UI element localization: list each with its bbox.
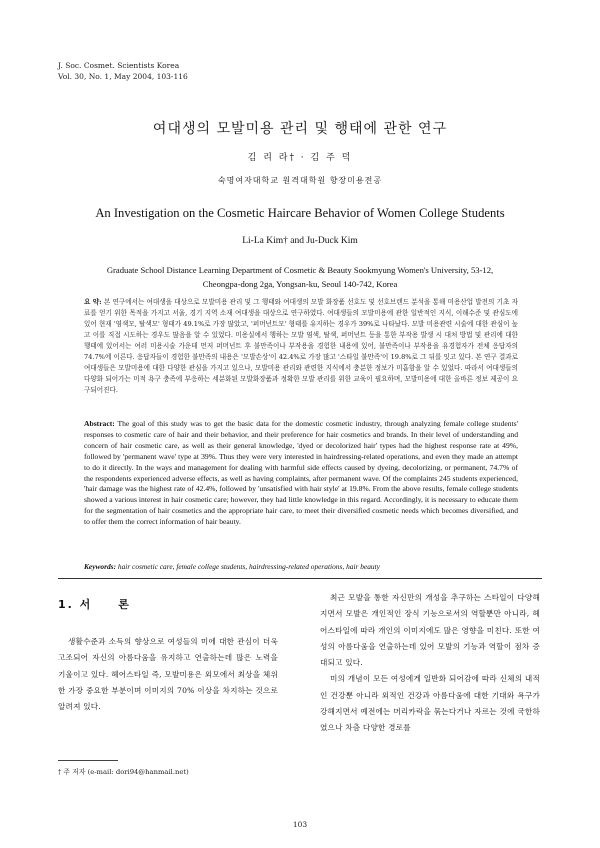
english-abstract-label: Abstract: <box>84 419 115 428</box>
footnote: † 주 저자 (e-mail: dori94@hanmail.net) <box>58 768 189 776</box>
affiliation-line-1: Graduate School Distance Learning Department of Cosmetic & Beauty Sookmyung Women's University, 53-12, <box>106 265 494 275</box>
korean-affiliation: 숙명여자대학교 원격대학원 향장미용전공 <box>217 176 383 185</box>
section-number: 1. 서 <box>58 598 93 611</box>
body-paragraph: 생활수준과 소득의 향상으로 여성들의 미에 대한 관심이 더욱 고조되어 자신의 아름다움을 유지하고 연출하는데 많은 노력을 기울이고 있다. 헤어스타일 즉, 모발미용은 외모에서 최상을 체위한 가장 중요한 부분이며 이미지의 70% 이상을 차지하는 것으로 알려져 있다. <box>58 637 278 712</box>
section-title: 론 <box>118 598 131 611</box>
journal-name: J. Soc. Cosmet. Scientists Korea <box>58 61 180 70</box>
korean-abstract-text: 본 연구에서는 여대생을 대상으로 모발미용 관리 및 그 행태와 여대생의 모발 화장품 선호도 및 선호브랜드 분석을 통해 미용산업 발전의 기초 자료를 얻기 위한 목적을 가지고 서울, 경기 지역 소재 여대생을 대상으로 연구하였다. 여대생들의 모발미용에 관한 일반적인 지식, 이해수준 및 관심도에 있어 현재 '염색모, 탈색모' 형태가 49.1%로 가장 많았고, '퍼머넌트모' 형태를 유지하는 경우가 39%로 나타났다. 모발 미용관련 시술에 대한 관심이 높고 이를 직접 시도하는 경우도 많음을 알 수 있었다. 미용실에서 행하는 모발 염색, 탈색, 퍼머넌트 등을 통한 부작용 발생 시 대처 방법 및 관리에 대한 행태에 있어서는 여러 미용시술 가운데 먼저 퍼머넌트 후 불만족이나 부작용을 경험한 내용에 있어, 불만족이나 부작용을 유경험자가 전체 응답자의 74.7%에 이른다. 응답자들이 경험한 불만족의 내용은 '모발손상'이 42.4%로 가장 많고 '스타일 불만족'이 19.8%로 그 뒤를 잇고 있다. 본 연구 결과로 여대생들은 모발미용에 대한 다양한 관심을 가지고 있으나, 모발미용 관리와 관련한 지식에서 충분한 정보가 미흡함을 알 수 있었다. 따라서 여대생들의 다양화 되어가는 미적 욕구 충족에 부응하는 세분화된 모발화장품과 정확한 모발 관리를 위한 교육이 필요하며, 모발미용에 대한 올바른 정보 제공이 요구되어진다. <box>84 298 518 394</box>
korean-abstract-label: 요 약: <box>84 298 102 306</box>
body-right-column <box>320 590 540 737</box>
english-authors: Li-La Kim† and Ju-Duck Kim <box>242 236 358 246</box>
section-heading <box>58 596 157 612</box>
english-title: An Investigation on the Cosmetic Haircare Behavior of Women College Students <box>95 206 505 220</box>
journal-volume: Vol. 30, No. 1, May 2004, 103-116 <box>58 72 188 81</box>
english-abstract <box>84 419 518 528</box>
keywords-label: Keywords: <box>84 562 117 571</box>
page-number: 103 <box>292 820 308 829</box>
affiliation-line-2: Cheongpa-dong 2ga, Yongsan-ku, Seoul 140-742, Korea <box>202 279 398 289</box>
keywords <box>84 562 518 571</box>
korean-abstract <box>84 297 518 396</box>
english-abstract-text: The goal of this study was to get the basic data for the domestic cosmetic industry, through analyzing female college students' responses to cosmetic care of hair and their behavior, and their preference for hair cosmetics and brands. In their level of understanding and concern of hair cosmetic care, as well as their general knowledge, 'dyed or decolorized hair' types had the highest response rate at 49%, followed by 'permanent wave' type at 39%. Thus they were very interested in hairdressing-related operations, and even they made an attempt to do it directly. In the ways and management for dealing with harmful side effects caused by dyeing, decolorizing, or permanent, 74.7% of the respondents experienced adverse effects, as well as having complaints, after permanent wave. Of the complaints 245 students experienced, 'hair damage was the highest rate of 42.4%, followed by 'unsatisfied with hair style' at 19.8%. From the above results, female college students showed a various interest in hair cosmetic care; however, they had little knowledge in this regard. Accordingly, it is necessary to educate them for the segmentation of hair cosmetics and the appropriate hair care, to meet their diversified cosmetic needs which becomes diversified, and to offer them the correct information of hair beauty. <box>84 419 518 527</box>
footnote-divider <box>58 760 118 761</box>
keywords-text: hair cosmetic care, female college students, hairdressing-related operations, hair beauty <box>117 562 380 571</box>
journal-header <box>58 60 188 82</box>
body-paragraph: 최근 모발을 통한 자신만의 개성을 추구하는 스타일이 다양해지면서 모발은 개인적인 장식 기능으로서의 역할뿐만 아니라, 헤어스타일에 따라 개인의 이미지에도 많은 영향을 미친다. 또한 여성의 아름다움을 연출하는데 있어 모발의 기능과 역할이 점차 증대되고 있다. <box>320 593 540 668</box>
section-divider <box>58 578 542 579</box>
english-affiliation <box>60 263 540 291</box>
body-left-column <box>58 634 278 715</box>
korean-title: 여대생의 모발미용 관리 및 행태에 관한 연구 <box>152 121 448 137</box>
body-paragraph: 미의 개념이 모든 여성에게 일반화 되어감에 따라 신체의 내적인 건강뿐 아니라 외적인 건강과 아름다움에 대한 기대와 욕구가 강해지면서 예전에는 머리카락을 묶는다거나 자르는 것에 국한하였으나 차츰 다양한 경로를 <box>320 674 540 733</box>
korean-authors: 김 리 라† · 김 주 덕 <box>247 153 353 163</box>
